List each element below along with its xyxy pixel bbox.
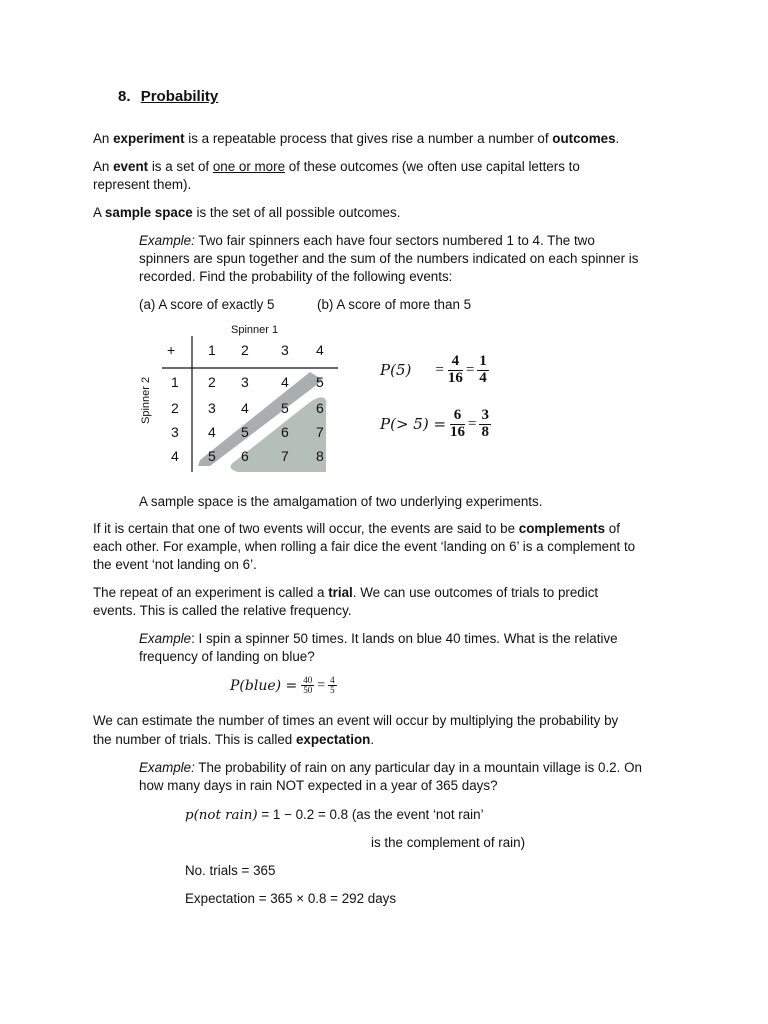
table-cell: 4	[241, 400, 249, 416]
trial-line2: events. This is called the relative frequency.	[93, 603, 352, 618]
trial-line1: The repeat of an experiment is called a trial. We can use outcomes of trials to predict	[93, 585, 599, 600]
formula-p5: P(5) = $\frac{4}{16}$ = $\frac{1}{4}$	[380, 353, 487, 386]
spinner1-header: 1	[208, 342, 216, 358]
table-cell: 5	[241, 424, 249, 440]
table-corner-plus: +	[167, 342, 176, 358]
complements-line3: the event ‘not landing on 6’.	[93, 557, 257, 572]
table-cell: 2	[208, 374, 216, 390]
formula-p-greater-5: P(> 5) = $\frac{6}{16}$ = $\frac{3}{8}$	[380, 407, 489, 440]
pg5-fraction: $\frac{6}{16}$	[450, 407, 466, 440]
example1-line2: spinners are spun together and the sum of the numbers indicated on each spinner is	[139, 251, 639, 266]
section-heading: Probability	[140, 88, 219, 105]
expectation-line1: We can estimate the number of times an event will occur by multiplying the probability by	[93, 713, 619, 728]
spinner1-header: 2	[241, 342, 249, 358]
p5-lhs: P(5)	[380, 361, 412, 380]
example2-line2: frequency of landing on blue?	[139, 649, 315, 664]
example1-part-b: (b) A score of more than 5	[317, 297, 472, 312]
example3-line1: Example: The probability of rain on any particular day in a mountain village is 0.2. On	[139, 760, 642, 775]
table-cell: 3	[241, 374, 249, 390]
section-number: 8.	[118, 88, 131, 105]
table-cell: 5	[281, 400, 289, 416]
spinner1-header: 4	[316, 342, 324, 358]
definition-experiment: An experiment is a repeatable process that gives rise a number a number of outcomes.	[93, 131, 620, 146]
example2-line1: Example: I spin a spinner 50 times. It lands on blue 40 times. What is the relative	[139, 631, 618, 646]
p5-fraction: $\frac{4}{16}$	[447, 353, 463, 386]
table-cell: 5	[316, 374, 324, 390]
amalgamation-note: A sample space is the amalgamation of two underlying experiments.	[139, 494, 543, 509]
spinner2-label: Spinner 2	[140, 376, 152, 424]
example1-line1: Example: Two fair spinners each have four sectors numbered 1 to 4. The two	[139, 233, 595, 248]
table-cell: 5	[208, 448, 216, 464]
p-blue-fraction: $\frac{40}{50}$	[303, 675, 313, 696]
example3-calc-not-rain: p(not rain) = 1 − 0.2 = 0.8 (as the event ‘not rain’	[185, 807, 484, 823]
table-cell: 6	[281, 424, 289, 440]
example3-trials: No. trials = 365	[185, 863, 276, 878]
spinner1-header: 3	[281, 342, 289, 358]
spinner1-label: Spinner 1	[231, 324, 279, 336]
table-cell: 7	[281, 448, 289, 464]
definition-event-line2: represent them).	[93, 177, 192, 192]
pg5-lhs: P(> 5) =	[380, 415, 447, 434]
table-cell: 6	[316, 400, 324, 416]
example1-part-a: (a) A score of exactly 5	[139, 297, 275, 312]
spinner2-header: 3	[171, 424, 179, 440]
section-title	[118, 88, 218, 105]
table-cell: 4	[208, 424, 216, 440]
definition-event: An event is a set of one or more of these outcomes (we often use capital letters to	[93, 159, 580, 174]
table-cell: 3	[208, 400, 216, 416]
spinner2-header: 4	[171, 448, 179, 464]
example3-expectation: Expectation = 365 × 0.8 = 292 days	[185, 891, 397, 906]
expectation-line2: the number of trials. This is called expectation.	[93, 732, 375, 747]
example3-line2: how many days in rain NOT expected in a year of 365 days?	[139, 778, 498, 793]
complements-line2: each other. For example, when rolling a fair dice the event ‘landing on 6’ is a complement to	[93, 539, 636, 554]
complements-line1: If it is certain that one of two events will occur, the events are said to be complements of	[93, 521, 620, 536]
formula-p-blue: P(blue) = $\frac{40}{50}$ = $\frac{4}{5}$	[230, 675, 335, 696]
spinner2-header: 2	[171, 400, 179, 416]
example3-calc-continuation: is the complement of rain)	[371, 835, 526, 850]
pg5-fraction-simplified: $\frac{3}{8}$	[481, 407, 489, 440]
p-blue-fraction-simplified: $\frac{4}{5}$	[330, 675, 335, 696]
table-cell: 4	[281, 374, 289, 390]
definition-sample-space: A sample space is the set of all possible outcomes.	[93, 205, 401, 220]
example1-line3: recorded. Find the probability of the following events:	[139, 269, 453, 284]
p5-eq: =	[435, 361, 444, 378]
spinner2-header: 1	[171, 374, 179, 390]
table-cell: 6	[241, 448, 249, 464]
table-cell: 7	[316, 424, 324, 440]
table-cell: 8	[316, 448, 324, 464]
p5-fraction-simplified: $\frac{1}{4}$	[479, 353, 487, 386]
